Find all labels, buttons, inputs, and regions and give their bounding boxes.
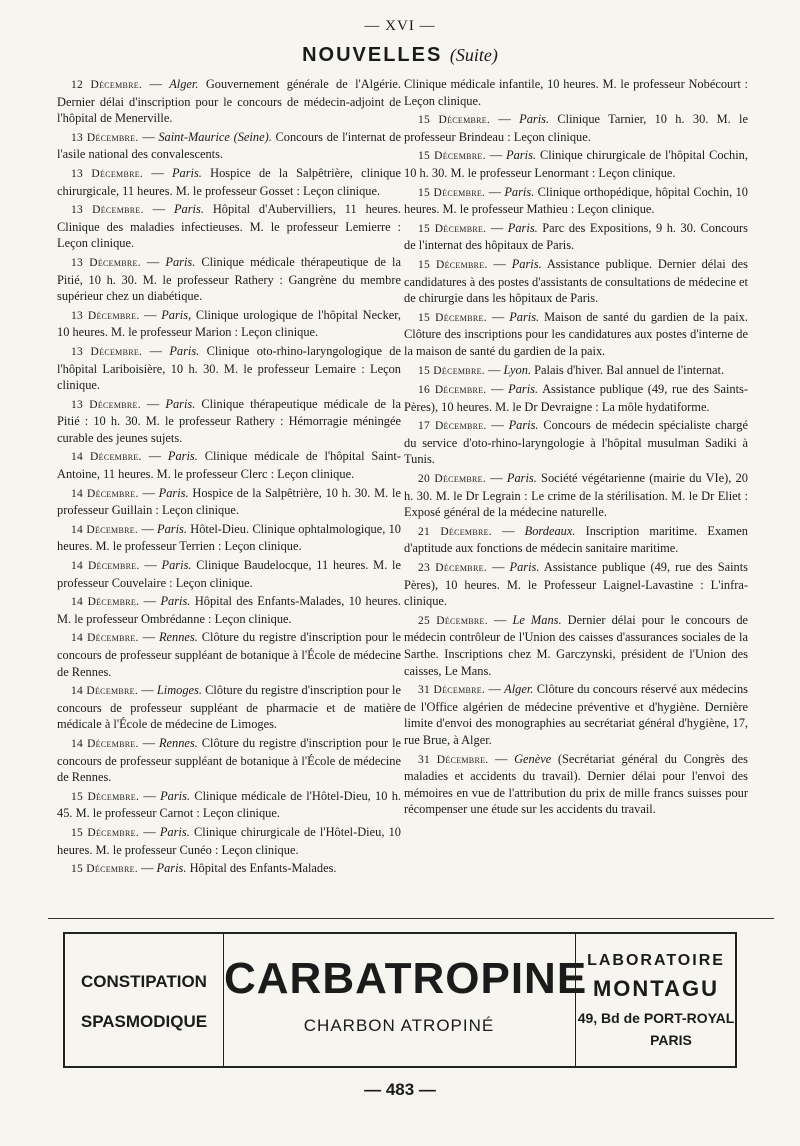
ad-brand-panel <box>224 934 588 1066</box>
news-entry: 15 Décembre. — Paris. Clinique Tarnier, 10 h. 30. M. le professeur Brindeau : Leçon clinique. <box>404 112 748 144</box>
entry-date: 15 Décembre. <box>418 311 487 324</box>
entry-date: 16 Décembre. <box>418 384 487 397</box>
news-entry: 15 Décembre. — Paris. Hôpital des Enfants-Malades. <box>71 861 337 876</box>
news-entry: 15 Décembre. — Paris. Clinique chirurgicale de l'hôpital Cochin, 10 h. 30. M. le professeur Lenormant : Leçon clinique. <box>404 148 748 180</box>
news-entry: 14 Décembre. — Paris. Hôtel-Dieu. Clinique ophtalmologique, 10 heures. M. le professeur Terrien : Leçon clinique. <box>57 521 401 554</box>
ad-left-line1: CONSTIPATION <box>81 972 207 991</box>
ad-brand-subtitle: CHARBON ATROPINÉ <box>303 1016 495 1035</box>
news-entry: 23 Décembre. — Paris. Assistance publique (49, rue des Saints Pères), 10 heures. M. le Professeur Laignel-Lavastine : L'infra-clinique. <box>404 560 748 609</box>
entry-text: Clinique urologique de l'hôpital Necker, 10 heures. M. le professeur Marion : Leçon clinique. <box>57 307 401 340</box>
news-entry: 15 Décembre. — Paris. Clinique médicale de l'Hôtel-Dieu, 10 h. 45. M. le professeur Carnot : Leçon clinique. <box>57 788 401 821</box>
entry-text: Hôpital des Enfants-Malades. <box>189 861 337 876</box>
news-entry: 14 Décembre. — Paris. Clinique Baudelocque, 11 heures. M. le professeur Couvelaire : Leçon clinique. <box>57 558 402 590</box>
news-entry: 14 Décembre. — Rennes. Clôture du registre d'inscription pour le concours de professeur suppléant de botanique à l'École de médecine de Rennes. <box>57 630 402 679</box>
news-entry: 15 Décembre. — Paris. Parc des Expositions, 9 h. 30. Concours de l'internat des hôpitaux de Paris. <box>404 220 748 253</box>
entry-place: Alger. <box>169 77 199 91</box>
news-entry: 20 Décembre. — Paris. Société végétarienne (mairie du VIe), 20 h. 30. M. le Dr Legrain : Le crime de la stérilisation. M. le Dr Eliet : Exposé général de la médecine naturelle. <box>404 471 748 520</box>
entry-date: 13 Décembre. <box>71 309 140 322</box>
entry-text: Hôpital d'Aubervilliers, 11 heures. Clinique des maladies infectieuses. M. le professeur Lemierre : Leçon clinique. <box>57 202 402 251</box>
entry-date: 13 Décembre. <box>71 131 139 144</box>
news-entry: 14 Décembre. — Paris. Hospice de la Salpêtrière, 10 h. 30. M. le professeur Guillain : Leçon clinique. <box>57 485 401 518</box>
entry-place: Bordeaux. <box>524 523 576 538</box>
entry-date: 31 Décembre. <box>418 684 486 697</box>
ad-lab-name: MONTAGU <box>592 976 720 1001</box>
entry-text: Clôture du registre d'inscription pour le concours de professeur suppléant de pharmacie et de matière médicale à l'École de médecine de Limoges. <box>57 683 401 732</box>
entry-place: Paris. <box>160 788 191 803</box>
news-entry: 21 Décembre. — Bordeaux. Inscription maritime. Examen d'aptitude aux fonctions de médecin sanitaire maritime. <box>404 523 748 556</box>
entry-place: Paris. <box>169 343 200 358</box>
left-news-column <box>57 76 401 880</box>
entry-text: Clinique orthopédique, hôpital Cochin, 10 heures. M. le professeur Mathieu : Leçon clinique. <box>404 184 748 217</box>
entry-date: 13 Décembre. <box>71 345 143 358</box>
news-entry: 12 Décembre. — Alger. Gouvernement générale de l'Algérie. Dernier délai d'inscription pour le concours de médecin-adjoint de l'hôpital de Menerville. <box>57 77 401 126</box>
entry-place: Paris. <box>160 594 191 609</box>
entry-date: 13 Décembre. <box>71 167 144 180</box>
entry-date: 31 Décembre. <box>418 753 489 766</box>
entry-text: Hôpital des Enfants-Malades, 10 heures. M. le professeur Ombrédanne : Leçon clinique. <box>57 594 401 626</box>
entry-text: Clinique thérapeutique médicale de la Pitié : 10 h. 30. M. le professeur Rathery : Hémorragie méningée curable des jeunes sujets. <box>57 396 401 445</box>
entry-place: Paris. <box>157 521 187 536</box>
entry-text: Gouvernement générale de l'Algérie. Dernier délai d'inscription pour le concours de médecin-adjoint de l'hôpital de Menerville. <box>57 77 401 126</box>
title-text: NOUVELLES <box>302 44 443 66</box>
news-entry: 16 Décembre. — Paris. Assistance publique (49, rue des Saints-Pères), 10 heures. M. le Dr Devraigne : La môle hydatiforme. <box>404 382 749 414</box>
entry-place: Paris. <box>173 202 204 217</box>
entry-date: 13 Décembre. <box>71 204 144 217</box>
entry-text: Société végétarienne (mairie du VIe), 20 h. 30. M. le Dr Legrain : Le crime de la stérilisation. M. le Dr Eliet : Exposé général de la médecine naturelle. <box>404 471 748 520</box>
entry-date: 14 Décembre. <box>71 632 139 645</box>
entry-text: Clôture du concours réservé aux médecins de l'Office algérien de médecine préventive et d'hygiène. Dernière limite d'envoi des monographies au secrétariat général d'hygiène, 17, rue Brue, à Alger. <box>404 682 748 747</box>
entry-place: Saint-Maurice (Seine). <box>158 129 272 144</box>
news-entry: 14 Décembre. — Limoges. Clôture du registre d'inscription pour le concours de professeur suppléant de pharmacie et de matière médicale à l'École de médecine de Limoges. <box>57 683 401 732</box>
entry-date: 15 Décembre. <box>71 790 140 803</box>
entry-text: Hospice de la Salpêtrière, 10 h. 30. M. le professeur Guillain : Leçon clinique. <box>57 485 401 518</box>
entry-date: 20 Décembre. <box>418 473 487 486</box>
entry-place: Paris. <box>159 824 190 839</box>
entry-place: Paris. <box>171 165 202 180</box>
entry-date: 15 Décembre. <box>71 863 138 876</box>
entry-date: 15 Décembre. <box>418 364 485 377</box>
entry-text: Clôture du registre d'inscription pour le concours de professeur suppléant de botanique à l'École de médecine de Rennes. <box>57 735 402 785</box>
entry-place: Rennes. <box>158 630 198 645</box>
entry-date: 15 Décembre. <box>418 258 488 271</box>
entry-text: Clinique Baudelocque, 11 heures. M. le professeur Couvelaire : Leçon clinique. <box>57 558 402 590</box>
entry-place: Paris. <box>511 256 542 271</box>
entry-date: 15 Décembre. <box>418 114 491 127</box>
news-entry: 13 Décembre. — Paris. Hospice de la Salpêtrière, clinique chirurgicale, 11 heures. M. le professeur Gosset : Leçon clinique. <box>57 165 401 198</box>
entry-text: (Secrétariat général du Congrès des maladies et accidents du travail). Dernier délai pour l'envoi des mémoires en vue de l'attribution du prix de mille francs suisses pour récompenser une étude sur les accidents du travail. <box>404 751 749 817</box>
news-entry: 13 Décembre. — Saint-Maurice (Seine). Concours de l'internat de l'asile national des convalescents. <box>57 129 401 162</box>
news-entry: 31 Décembre. — Genève (Secrétariat général du Congrès des maladies et accidents du travail). Dernier délai pour l'envoi des mémoires en vue de l'attribution du prix de mille francs suisses pour récompenser une étude sur les accidents du travail. <box>404 751 749 817</box>
entry-text: Clinique médicale thérapeutique de la Pitié, 10 h. 30. M. le professeur Rathery : Gangrène du membre supérieur chez un diabétique. <box>57 254 401 304</box>
entry-text: Concours de l'internat de l'asile national des convalescents. <box>57 129 401 162</box>
entry-text: Inscription maritime. Examen d'aptitude aux fonctions de médecin sanitaire maritime. <box>404 523 748 556</box>
entry-place: Paris. <box>507 220 538 235</box>
entry-date: 14 Décembre. <box>71 685 139 698</box>
news-entry: 14 Décembre. — Paris. Clinique médicale de l'hôpital Saint-Antoine, 11 heures. M. le professeur Clerc : Leçon clinique. <box>57 449 402 482</box>
entry-place: Paris. <box>165 254 196 269</box>
entry-place: Paris. <box>506 148 536 163</box>
entry-place: Rennes. <box>158 735 198 750</box>
entry-text: Clinique oto-rhino-laryngologique de l'hôpital Lariboisière, 10 h. 30. M. le professeur Lemaire : Leçon clinique. <box>57 343 402 393</box>
ad-laboratory-panel <box>575 934 736 1066</box>
ad-lab-address: 49, Bd de PORT-ROYAL <box>577 1010 735 1026</box>
entry-text: Concours de médecin spécialiste chargé du service d'oto-rhino-laryngologie à l'hôpital musulman Sadiki à Tunis. <box>404 418 748 467</box>
news-entry: 15 Décembre. — Paris. Maison de santé du gardien de la paix. Clôture des inscriptions pour les candidatures aux postes d'interne de la maison de santé du gardien de la paix. <box>404 309 749 358</box>
entry-date: 13 Décembre. <box>71 256 141 269</box>
entry-date: 15 Décembre. <box>418 150 486 163</box>
entry-date: 12 Décembre. <box>71 79 143 91</box>
entry-text: Clôture du registre d'inscription pour le concours de professeur suppléant de botanique à l'École de médecine de Rennes. <box>57 630 402 679</box>
entry-text: Clinique médicale de l'Hôtel-Dieu, 10 h. 45. M. le professeur Carnot : Leçon clinique. <box>57 788 401 821</box>
page-number: — 483 — <box>364 1080 436 1099</box>
ad-lab-city: PARIS <box>650 1032 692 1048</box>
entry-place: Genève <box>514 751 552 766</box>
news-entry: 31 Décembre. — Alger. Clôture du concours réservé aux médecins de l'Office algérien de médecine préventive et d'hygiène. Dernière limite d'envoi des monographies au secrétariat général d'hygiène, 17, rue Brue, à Alger. <box>404 682 748 747</box>
entry-date: 14 Décembre. <box>71 737 139 750</box>
news-entry: 13 Décembre. — Paris. Hôpital d'Aubervilliers, 11 heures. Clinique des maladies infectieuses. M. le professeur Lemierre : Leçon clinique. <box>57 202 402 251</box>
entry-date: 25 Décembre. <box>418 614 488 627</box>
entry-place: Alger. <box>504 682 534 697</box>
continued-entry: Clinique médicale infantile, 10 heures. M. le professeur Nobécourt : Leçon clinique. <box>404 77 748 108</box>
entry-place: Paris. <box>519 112 550 127</box>
entry-place: Paris, <box>161 307 192 322</box>
entry-date: 14 Décembre. <box>71 560 140 573</box>
entry-text: Palais d'hiver. Bal annuel de l'internat. <box>534 362 725 377</box>
ad-indication-panel <box>65 934 224 1066</box>
news-entry: 17 Décembre. — Paris. Concours de médecin spécialiste chargé du service d'oto-rhino-laryngologie à l'hôpital musulman Sadiki à Tunis. <box>404 418 748 467</box>
entry-date: 14 Décembre. <box>71 451 142 464</box>
entry-place: Paris. <box>506 471 537 486</box>
entry-text: Assistance publique. Dernier délai des candidatures à des postes d'assistants de consultations de médecine et de chirurgie dans les hôpitaux de Paris. <box>404 256 748 306</box>
entry-date: 14 Décembre. <box>71 523 139 536</box>
news-entry: 13 Décembre. — Paris. Clinique médicale thérapeutique de la Pitié, 10 h. 30. M. le professeur Rathery : Gangrène du membre supérieur chez un diabétique. <box>57 254 401 304</box>
entry-place: Paris. <box>158 485 189 500</box>
advertisement-box <box>63 932 737 1068</box>
ad-left-line2: SPASMODIQUE <box>80 1012 208 1031</box>
entry-text: Clinique chirurgicale de l'Hôtel-Dieu, 10 heures. M. le professeur Cunéo : Leçon clinique. <box>57 824 402 857</box>
news-entry: 14 Décembre. — Rennes. Clôture du registre d'inscription pour le concours de professeur suppléant de botanique à l'École de médecine de Rennes. <box>57 735 402 785</box>
roman-page-number: — XVI — <box>364 18 436 34</box>
news-entry: 13 Décembre. — Paris. Clinique oto-rhino-laryngologique de l'hôpital Lariboisière, 10 h. 30. M. le professeur Lemaire : Leçon clinique. <box>57 343 402 393</box>
entry-place: Paris. <box>167 449 198 464</box>
news-entry: 13 Décembre. — Paris, Clinique urologique de l'hôpital Necker, 10 heures. M. le professeur Marion : Leçon clinique. <box>57 307 401 340</box>
news-entry: 13 Décembre. — Paris. Clinique thérapeutique médicale de la Pitié : 10 h. 30. M. le professeur Rathery : Hémorragie méningée curable des jeunes sujets. <box>57 396 401 445</box>
right-news-column <box>404 76 748 820</box>
entry-text: Assistance publique (49, rue des Saints-Pères), 10 heures. M. le Dr Devraigne : La môle hydatiforme. <box>404 382 749 414</box>
entry-place: Paris. <box>156 861 187 876</box>
entry-text: Parc des Expositions, 9 h. 30. Concours de l'internat des hôpitaux de Paris. <box>404 220 748 253</box>
divider-rule <box>48 918 774 919</box>
entry-text: Hospice de la Salpêtrière, clinique chirurgicale, 11 heures. M. le professeur Gosset : Leçon clinique. <box>57 165 401 198</box>
page-title <box>0 44 800 67</box>
entry-date: 14 Décembre. <box>71 487 139 500</box>
entry-place: Lyon. <box>503 362 532 377</box>
entry-place: Paris. <box>504 184 535 199</box>
entry-place: Paris. <box>509 309 540 324</box>
news-entry: 15 Décembre. — Paris. Assistance publique. Dernier délai des candidatures à des postes d'assistants de consultations de médecine et de chirurgie dans les hôpitaux de Paris. <box>404 256 748 306</box>
title-suffix: (Suite) <box>449 45 498 65</box>
entry-text: Dernier délai pour le concours de médecin contrôleur de l'Union des caisses d'assurances sociales de la Sarthe. Inscriptions chez M. Garczynski, président de l'Union des caisses, Le Mans. <box>404 612 749 678</box>
entry-place: Paris. <box>508 382 539 397</box>
ad-lab-label: LABORATOIRE <box>587 952 725 969</box>
entry-date: 15 Décembre. <box>418 222 487 235</box>
entry-text: Hôtel-Dieu. Clinique ophtalmologique, 10 heures. M. le professeur Terrien : Leçon clinique. <box>57 521 401 554</box>
entry-date: 21 Décembre. <box>418 525 492 538</box>
news-entry: 25 Décembre. — Le Mans. Dernier délai pour le concours de médecin contrôleur de l'Union des caisses d'assurances sociales de la Sarthe. Inscriptions chez M. Garczynski, président de l'Union des caisses, Le Mans. <box>404 612 749 678</box>
entry-place: Le Mans. <box>512 612 562 627</box>
news-entry: 15 Décembre. — Paris. Clinique chirurgicale de l'Hôtel-Dieu, 10 heures. M. le professeur Cunéo : Leçon clinique. <box>57 824 402 857</box>
entry-place: Limoges. <box>156 683 202 698</box>
entry-text: Clinique Tarnier, 10 h. 30. M. le professeur Brindeau : Leçon clinique. <box>404 112 748 144</box>
entry-place: Paris. <box>165 396 196 411</box>
news-entry: 15 Décembre. — Lyon. Palais d'hiver. Bal annuel de l'internat. <box>418 362 725 377</box>
entry-date: 14 Décembre. <box>71 596 140 609</box>
entry-text: Clinique médicale de l'hôpital Saint-Antoine, 11 heures. M. le professeur Clerc : Leçon clinique. <box>57 449 402 482</box>
entry-place: Paris. <box>508 418 539 433</box>
news-entry: 15 Décembre. — Paris. Clinique orthopédique, hôpital Cochin, 10 heures. M. le professeur Mathieu : Leçon clinique. <box>404 184 748 217</box>
entry-text: Clinique chirurgicale de l'hôpital Cochin, 10 h. 30. M. le professeur Lenormant : Leçon clinique. <box>404 148 748 180</box>
entry-date: 17 Décembre. <box>418 420 487 433</box>
news-entry: 14 Décembre. — Paris. Hôpital des Enfants-Malades, 10 heures. M. le professeur Ombrédanne : Leçon clinique. <box>57 594 401 626</box>
entry-place: Paris. <box>509 560 540 575</box>
entry-text: Assistance publique (49, rue des Saints Pères), 10 heures. M. le Professeur Laignel-Lavastine : L'infra-clinique. <box>404 560 748 609</box>
entry-date: 15 Décembre. <box>71 826 140 839</box>
entry-text: Maison de santé du gardien de la paix. Clôture des inscriptions pour les candidatures aux postes d'interne de la maison de santé du gardien de la paix. <box>404 309 749 358</box>
entry-place: Paris. <box>161 558 192 573</box>
entry-date: 13 Décembre. <box>71 398 141 411</box>
entry-date: 15 Décembre. <box>418 186 486 199</box>
ad-brand-name: CARBATROPINE <box>224 954 588 1003</box>
entry-date: 23 Décembre. <box>418 562 487 575</box>
